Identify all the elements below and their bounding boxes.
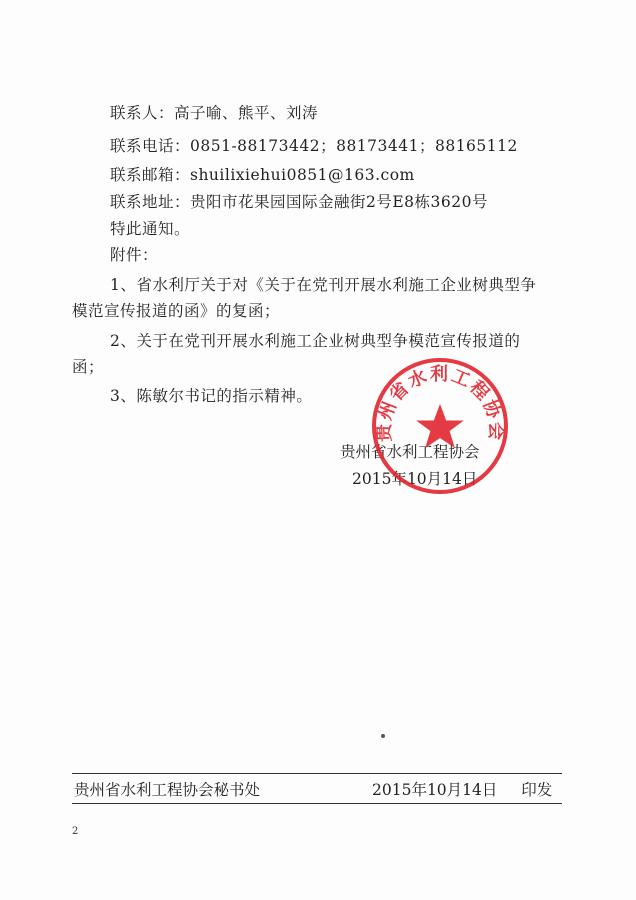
page-number: 2 (72, 826, 79, 837)
contact-phone: 联系电话：0851-88173442；88173441；88165112 (110, 137, 518, 155)
attachment-2-line-1: 2、关于在党刊开展水利施工企业树典型争模范宣传报道的 (110, 332, 521, 350)
contact-address: 联系地址：贵阳市花果园国际金融街2号E8栋3620号 (110, 193, 488, 211)
notice-text: 特此通知。 (110, 220, 191, 238)
contact-persons: 联系人：高子喻、熊平、刘涛 (110, 104, 319, 122)
attachment-2-line-2: 函； (72, 358, 105, 376)
signature-date: 2015年10月14日 (352, 470, 478, 488)
attachment-1-line-1: 1、省水利厅关于对《关于在党刊开展水利施工企业树典型争 (110, 276, 537, 294)
attachment-3: 3、陈敏尔书记的指示精神。 (110, 387, 313, 405)
attachment-1-line-2: 模范宣传报道的函》的复函； (72, 302, 281, 320)
footer-top-rule (72, 773, 562, 774)
footer-bottom-rule (72, 803, 562, 804)
contact-email: 联系邮箱：shuilixiehui0851@163.com (110, 166, 415, 184)
footer-action: 印发 (521, 781, 553, 799)
footer-date-group (372, 780, 552, 800)
footer-issuer: 贵州省水利工程协会秘书处 (74, 781, 261, 799)
official-seal-icon (370, 356, 510, 496)
seal-text: 贵州省水利工程协会 (373, 364, 507, 443)
attachments-heading: 附件： (110, 246, 159, 264)
signature-org: 贵州省水利工程协会 (340, 443, 480, 461)
scan-mark (381, 734, 385, 738)
footer-date: 2015年10月14日 (372, 781, 498, 799)
